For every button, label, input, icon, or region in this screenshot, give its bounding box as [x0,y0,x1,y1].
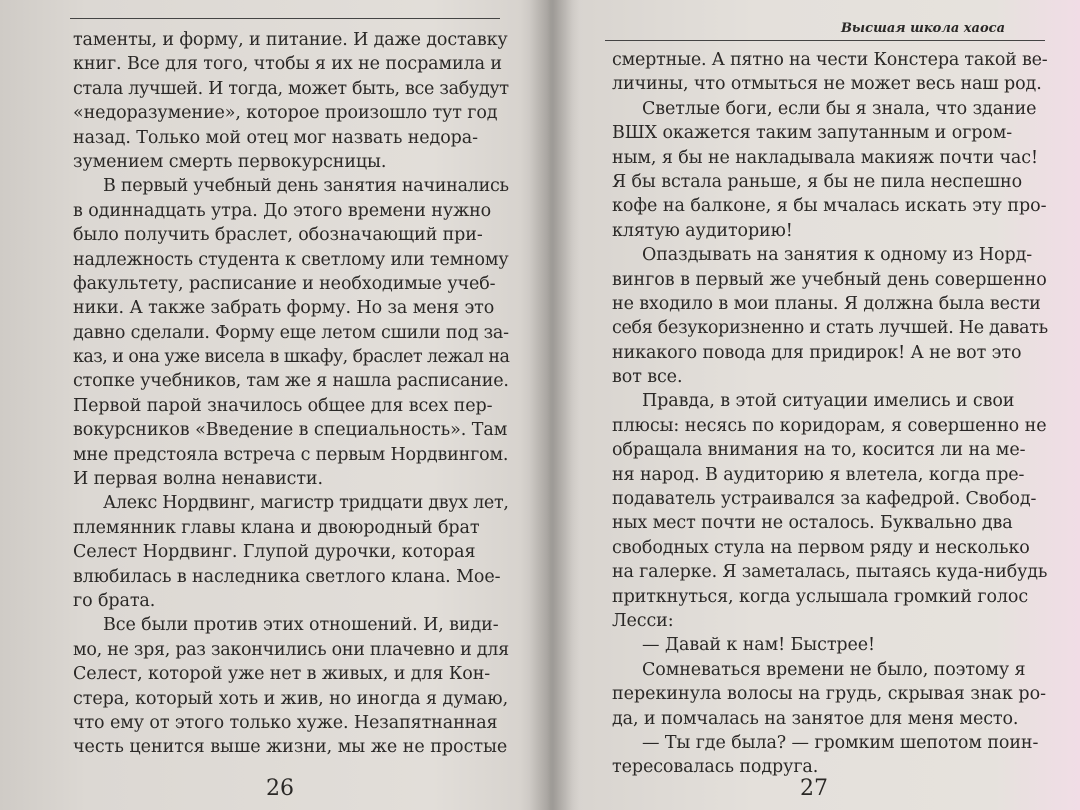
header-rule [605,40,1045,41]
text-line: было получить браслет, обозначающий при- [73,225,483,246]
text-line: давно сделали. Форму еще летом сшили под за- [73,322,509,343]
text-line: Правда, в этой ситуации имелись и свои [642,391,1015,412]
text-line: никакого повода для придирок! А не вот это [612,342,1022,363]
text-line: В первый учебный день занятия начинались [103,176,509,197]
text-line: вокурсников «Введение в специальность». Там [73,420,508,441]
text-line: ным, я бы не накладывала макияж почти час! [612,147,1038,168]
text-line: книг. Все для того, чтобы я их не посрамила и [73,54,502,75]
text-line: не входило в мои планы. Я должна была вести [612,293,1041,314]
text-line: Сомневаться времени не было, поэтому я [642,659,1026,680]
text-line: обращала внимания на то, косится ли на ме- [612,440,1026,461]
text-line: в одиннадцать утра. До этого времени нужно [73,200,492,221]
page-number: 27 [800,776,828,801]
text-line: перекинула волосы на грудь, скрывая знак ро- [612,684,1046,705]
text-line: что ему от этого только хуже. Незапятнанная [73,712,498,733]
text-line: таменты, и форму, и питание. И даже доставку [73,30,508,50]
right-page-text [612,48,1048,780]
text-line: факультету, расписание и необходимые учеб- [73,273,496,294]
text-line: смертные. А пятно на чести Констера такой ве- [612,50,1048,70]
text-line: Селест Нордвинг. Глупой дурочки, которая [73,542,476,563]
text-line: мо, не зря, раз закончились они плачевно и для [73,639,509,660]
text-line: Я бы встала раньше, я бы не пила неспешно [612,171,1023,192]
text-line: да, и помчалась на занятое для меня место. [612,708,1019,729]
text-line: ных мест почти не осталось. Буквально два [612,513,1013,534]
right-page [560,0,1080,810]
text-line: кофе на балконе, я бы мчалась искать эту про- [612,196,1047,217]
text-line: «недоразумение», которое произошло тут год [73,103,498,124]
text-line: Алекс Нордвинг, магистр тридцати двух лет, [103,493,509,514]
left-page [0,0,530,810]
running-head: Высшая школа хаоса [840,21,1005,36]
text-line: Первой парой значилось общее для всех пер- [73,395,493,416]
text-line: племянник главы клана и двоюродный брат [73,517,480,538]
text-line: го брата. [73,590,156,611]
text-line: стера, который хоть и жив, но иногда я думаю, [73,688,509,709]
text-line: мне предстояла встреча с первым Нордвингом. [73,444,509,465]
text-line: стала лучшей. И тогда, может быть, все забудут [73,78,509,99]
text-line: И первая волна ненависти. [73,469,323,490]
text-line: стопке учебников, там же я нашла расписание. [73,371,509,392]
text-line: надлежность студента к светлому или темному [73,249,509,270]
text-line: Лесси: [612,610,674,631]
text-line: Все были против этих отношений. И, види- [103,615,499,636]
page-number: 26 [266,776,294,801]
text-line: приткнуться, когда услышала громкий голос [612,586,1029,607]
text-line: Селест, которой уже нет в живых, и для Кон- [73,664,491,685]
text-line: ники. А также забрать форму. Но за меня это [73,298,495,319]
text-line: каз, и она уже висела в шкафу, браслет лежал на [73,347,510,368]
text-line: на галерке. Я заметалась, пытаясь куда-нибудь [612,562,1048,583]
text-line: плюсы: несясь по коридорам, я совершенно не [612,415,1047,436]
text-line: вингов в первый же учебный день совершенно [612,269,1047,290]
text-line: честь ценится выше жизни, мы же не простые [73,737,508,758]
text-line: — Ты где была? — громким шепотом поин- [642,732,1039,753]
text-line: Опаздывать на занятия к одному из Норд- [642,245,1033,266]
text-line: назад. Только мой отец мог назвать недора- [73,127,478,148]
text-line: свободных стула на первом ряду и несколько [612,537,1030,558]
text-line: подаватель устраивался за кафедрой. Свобод- [612,489,1037,510]
left-page-text [73,28,510,760]
text-line: тересовалась подруга. [612,757,819,778]
text-line: зумением смерть первокурсницы. [73,151,387,172]
text-line: личины, что отмыться не может весь наш род. [612,74,1042,95]
text-line: ня народ. В аудиторию я влетела, когда пре- [612,464,1025,485]
text-line: влюбилась в наследника светлого клана. Мое- [73,566,501,587]
text-line: — Давай к нам! Быстрее! [642,635,875,656]
text-line: ВШХ окажется таким запутанным и огром- [612,123,1013,144]
text-line: клятую аудиторию! [612,220,793,241]
text-line: себя безукоризненно и стать лучшей. Не давать [612,318,1048,339]
header-rule [70,18,500,19]
text-line: вот все. [612,367,683,388]
text-line: Светлые боги, если бы я знала, что здание [642,98,1037,119]
